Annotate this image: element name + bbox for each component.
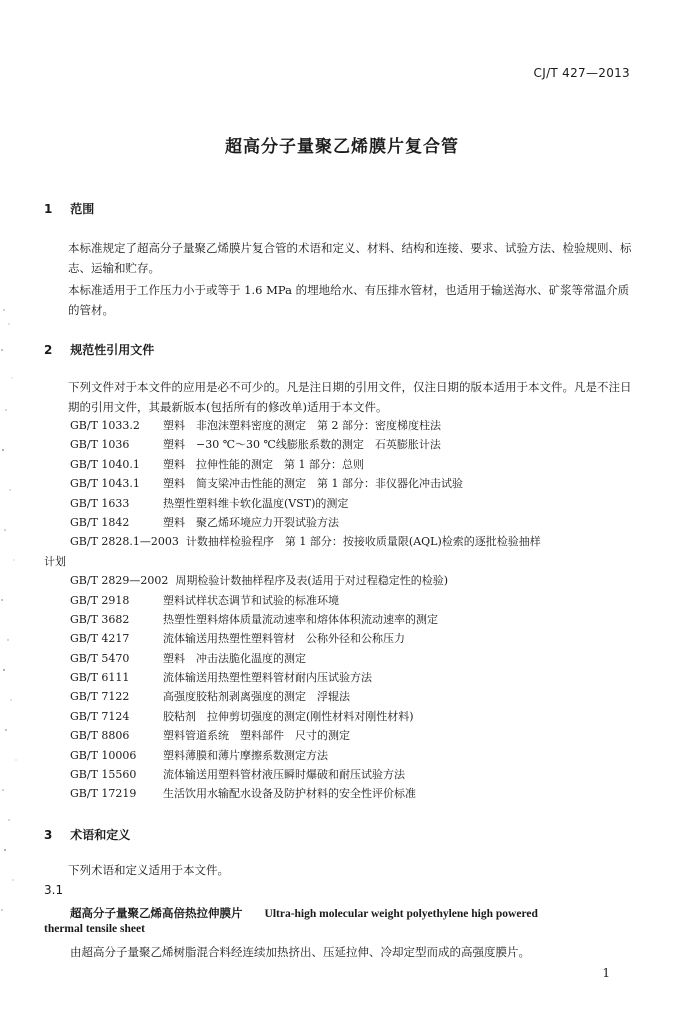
reference-code: GB/T 6111 <box>70 671 130 685</box>
reference-item <box>70 747 640 766</box>
reference-code: GB/T 1842 <box>70 515 130 529</box>
paragraph-text: 下列文件对于本文件的应用是必不可少的。凡是注日期的引用文件，仅注日期的版本适用于本文件。凡是不注日期的引用文件，其最新版本(包括所有的修改单)适用于本文件。 <box>68 380 632 414</box>
section-1-heading <box>44 200 94 217</box>
reference-item <box>70 630 640 649</box>
reference-item <box>70 650 640 669</box>
reference-code: GB/T 2829—2002 <box>70 574 169 588</box>
reference-title: 塑料试样状态调节和试验的标准环境 <box>163 593 339 607</box>
reference-code: GB/T 2918 <box>70 593 130 607</box>
reference-code: GB/T 1040.1 <box>70 457 140 471</box>
reference-title: 塑料 −30 ℃～30 ℃线膨胀系数的测定 石英膨胀计法 <box>163 438 441 452</box>
section-2-paragraph-1 <box>44 377 634 417</box>
reference-title: 塑料管道系统 塑料部件 尺寸的测定 <box>163 729 350 743</box>
reference-item <box>70 475 640 494</box>
reference-title: 塑料 简支梁冲击性能的测定 第 1 部分：非仪器化冲击试验 <box>163 477 463 491</box>
paragraph-text: 下列术语和定义适用于本文件。 <box>68 863 229 877</box>
reference-title: 塑料 拉伸性能的测定 第 1 部分：总则 <box>163 457 364 471</box>
reference-item <box>70 495 640 514</box>
reference-code: GB/T 5470 <box>70 651 130 665</box>
reference-title: 流体输送用热塑性塑料管材 公称外径和公称压力 <box>163 632 405 646</box>
reference-title: 计数抽样检验程序 第 1 部分：按接收质量限(AQL)检索的逐批检验抽样 <box>185 535 541 549</box>
section-1-paragraph-1 <box>44 238 634 278</box>
reference-code: GB/T 1036 <box>70 438 130 452</box>
reference-title: 塑料薄膜和薄片摩擦系数测定方法 <box>163 748 328 762</box>
reference-title: 胶粘剂 拉伸剪切强度的测定(刚性材料对刚性材料) <box>163 709 414 723</box>
reference-item <box>70 436 640 455</box>
reference-title: 塑料 冲击法脆化温度的测定 <box>163 651 306 665</box>
reference-title: 塑料 非泡沫塑料密度的测定 第 2 部分：密度梯度柱法 <box>163 419 441 432</box>
section-2-heading <box>44 341 154 358</box>
term-heading <box>70 905 640 921</box>
section-2-title: 规范性引用文件 <box>70 343 155 357</box>
reference-item <box>70 533 640 552</box>
reference-code: GB/T 7122 <box>70 690 130 704</box>
reference-item <box>70 766 640 785</box>
reference-title: 热塑性塑料熔体质量流动速率和熔体体积流动速率的测定 <box>163 612 438 626</box>
reference-code: GB/T 17219 <box>70 787 137 801</box>
reference-item <box>70 785 640 804</box>
section-3-title: 术语和定义 <box>70 828 131 842</box>
term-en-continuation: thermal tensile sheet <box>44 923 145 935</box>
reference-item <box>70 727 640 746</box>
reference-item <box>70 417 640 436</box>
section-1-paragraph-2 <box>44 280 634 320</box>
section-3-paragraph-1 <box>44 860 634 880</box>
paragraph-text: 本标准规定了超高分子量聚乙烯膜片复合管的术语和定义、材料、结构和连接、要求、试验方法、检验规则、标志、运输和贮存。 <box>68 241 632 275</box>
reference-item <box>70 456 640 475</box>
reference-code: GB/T 4217 <box>70 632 130 646</box>
paragraph-text: 本标准适用于工作压力小于或等于 1.6 MPa 的埋地给水、有压排水管材，也适用于输送海水、矿浆等常温介质的管材。 <box>68 283 630 317</box>
reference-code: GB/T 1633 <box>70 496 130 510</box>
reference-title: 生活饮用水输配水设备及防护材料的安全性评价标准 <box>163 787 416 801</box>
reference-item <box>70 611 640 630</box>
reference-code: GB/T 1033.2 <box>70 419 140 432</box>
page-number: 1 <box>602 966 610 980</box>
section-1-title: 范围 <box>70 202 95 216</box>
reference-code: GB/T 3682 <box>70 612 130 626</box>
reference-code: GB/T 10006 <box>70 748 137 762</box>
reference-item <box>70 708 640 727</box>
reference-list <box>44 417 640 805</box>
term-definition: 由超高分子量聚乙烯树脂混合料经连续加热挤出、压延拉伸、冷却定型而成的高强度膜片。 <box>70 945 530 959</box>
reference-continuation: 计划 <box>44 554 66 568</box>
reference-title: 热塑性塑料维卡软化温度(VST)的测定 <box>163 496 349 510</box>
reference-code: GB/T 2828.1—2003 <box>70 535 179 549</box>
reference-title: 塑料 聚乙烯环境应力开裂试验方法 <box>163 515 339 529</box>
standard-code: CJ/T 427—2013 <box>533 66 630 80</box>
reference-item <box>70 592 640 611</box>
reference-title: 流体输送用塑料管材液压瞬时爆破和耐压试验方法 <box>163 768 405 782</box>
reference-code: GB/T 1043.1 <box>70 477 140 491</box>
reference-title: 流体输送用热塑性塑料管材耐内压试验方法 <box>163 671 372 685</box>
reference-item <box>70 688 640 707</box>
reference-item <box>70 669 640 688</box>
section-2-number: 2 <box>44 343 53 357</box>
reference-code: GB/T 15560 <box>70 768 137 782</box>
section-3-heading <box>44 826 130 843</box>
reference-item <box>70 514 640 533</box>
term-en: Ultra-high molecular weight polyethylene high powered <box>264 908 538 920</box>
subclause-number: 3.1 <box>44 883 64 897</box>
reference-title: 高强度胶粘剂剥离强度的测定 浮辊法 <box>163 690 350 704</box>
reference-item <box>70 572 640 591</box>
term-zh: 超高分子量聚乙烯高倍热拉伸膜片 <box>70 906 243 920</box>
section-3-number: 3 <box>44 828 53 842</box>
document-title: 超高分子量聚乙烯膜片复合管 <box>225 137 459 157</box>
reference-title: 周期检验计数抽样程序及表(适用于对过程稳定性的检验) <box>175 574 448 588</box>
scan-edge-noise <box>0 290 40 930</box>
reference-code: GB/T 7124 <box>70 709 130 723</box>
reference-code: GB/T 8806 <box>70 729 130 743</box>
section-1-number: 1 <box>44 202 53 216</box>
